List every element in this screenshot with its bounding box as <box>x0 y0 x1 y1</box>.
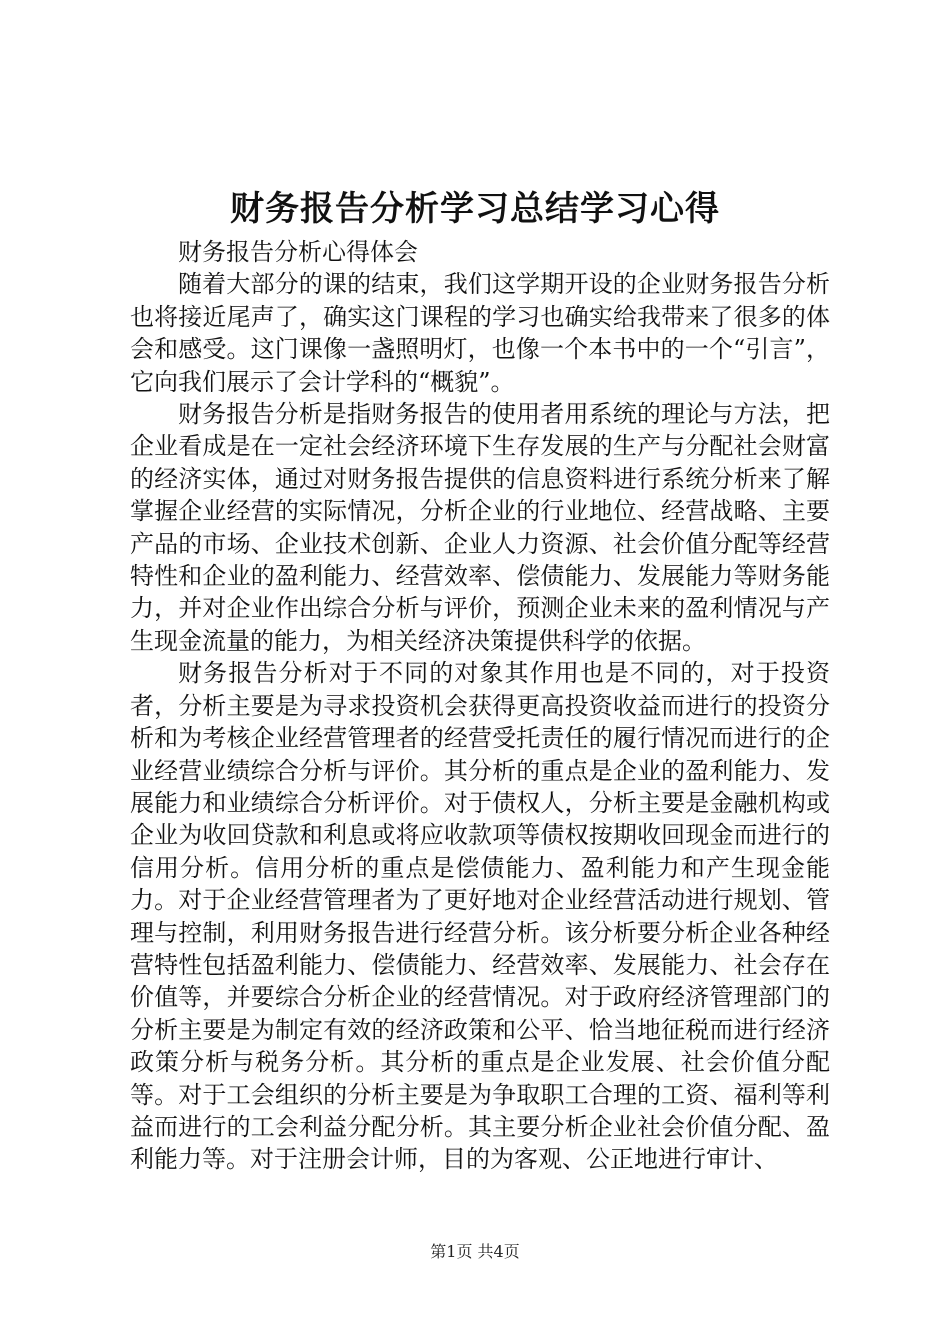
document-title: 财务报告分析学习总结学习心得 <box>230 189 720 229</box>
page-footer: 第1页 共4页 <box>430 1242 520 1261</box>
document-body <box>130 236 830 1176</box>
paragraph: 财务报告分析是指财务报告的使用者用系统的理论与方法，把企业看成是在一定社会经济环境下生存发展的生产与分配社会财富的经济实体，通过对财务报告提供的信息资料进行系统分析来了解掌握企业经营的实际情况，分析企业的行业地位、经营战略、主要产品的市场、企业技术创新、企业人力资源、社会价值分配等经营特性和企业的盈利能力、经营效率、偿债能力、发展能力等财务能力，并对企业作出综合分析与评价，预测企业未来的盈利情况与产生现金流量的能力，为相关经济决策提供科学的依据。 <box>130 400 830 655</box>
paragraph: 财务报告分析对于不同的对象其作用也是不同的，对于投资者，分析主要是为寻求投资机会获得更高投资收益而进行的投资分析和为考核企业经营管理者的经营受托责任的履行情况而进行的企业经营业绩综合分析与评价。其分析的重点是企业的盈利能力、发展能力和业绩综合分析评价。对于债权人，分析主要是金融机构或企业为收回贷款和利息或将应收款项等债权按期收回现金而进行的信用分析。信用分析的重点是偿债能力、盈利能力和产生现金能力。对于企业经营管理者为了更好地对企业经营活动进行规划、管理与控制，利用财务报告进行经营分析。该分析要分析企业各种经营特性包括盈利能力、偿债能力、经营效率、发展能力、社会存在价值等，并要综合分析企业的经营情况。对于政府经济管理部门的分析主要是为制定有效的经济政策和公平、恰当地征税而进行经济政策分析与税务分析。其分析的重点是企业发展、社会价值分配等。对于工会组织的分析主要是为争取职工合理的工资、福利等利益而进行的工会利益分配分析。其主要分析企业社会价值分配、盈利能力等。对于注册会计师，目的为客观、公正地进行审计、 <box>130 659 830 1174</box>
paragraph-subtitle: 财务报告分析心得体会 <box>178 238 418 266</box>
paragraph: 随着大部分的课的结束，我们这学期开设的企业财务报告分析也将接近尾声了，确实这门课程的学习也确实给我带来了很多的体会和感受。这门课像一盏照明灯，也像一个本书中的一个“引言”，它向我们展示了会计学科的“概貌”。 <box>130 270 830 396</box>
